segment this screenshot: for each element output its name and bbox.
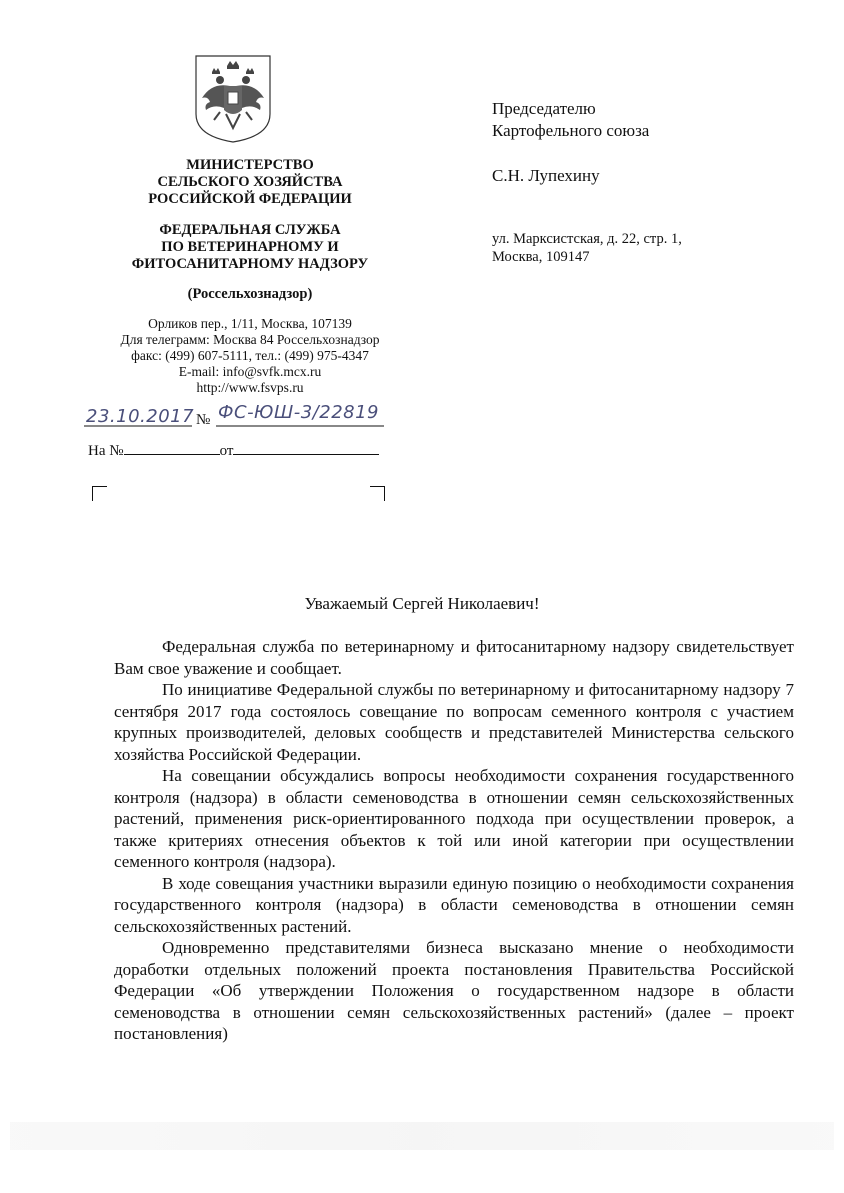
body-paragraph: На совещании обсуждались вопросы необходимости сохранения государственного контроля (надзора) в области семеноводства в отношении семян сельскохозяйственных растений, применения риск-ориентированного подхода при осуществлении проверок, а также критериях отнесения объектов к той или иной категории при осуществлении семенного контроля (надзора).	[114, 766, 794, 871]
registration-number: ФС-ЮШ-3/22819	[218, 402, 380, 423]
ministry-name	[80, 157, 420, 208]
address-window-corner-left	[92, 486, 107, 501]
body-paragraph: Федеральная служба по ветеринарному и фитосанитарному надзору свидетельствует Вам свое уважение и сообщает.	[114, 637, 794, 678]
salutation: Уважаемый Сергей Николаевич!	[304, 594, 540, 613]
ref-from-label: от	[219, 443, 234, 459]
service-line: ФЕДЕРАЛЬНАЯ СЛУЖБА	[159, 222, 341, 238]
service-line: ФИТОСАНИТАРНОМУ НАДЗОРУ	[131, 256, 369, 272]
ministry-line: МИНИСТЕРСТВО	[186, 157, 314, 173]
body-paragraph: В ходе совещания участники выразили единую позицию о необходимости сохранения государственного контроля (надзора) в области семеноводства в отношении семян сельскохозяйственных растений.	[114, 873, 794, 936]
service-short-name: (Россельхознадзор)	[187, 286, 313, 302]
addressee-title-line: Председателю	[492, 99, 596, 118]
contact-email: E-mail: info@svfk.mcx.ru	[178, 364, 322, 379]
contacts-block	[80, 316, 420, 396]
contact-telegram: Для телеграмм: Москва 84 Россельхознадзор	[120, 332, 380, 347]
addressee-name: С.Н. Лупехину	[492, 166, 600, 185]
addressee-address	[492, 230, 682, 266]
contact-website: http://www.fsvps.ru	[196, 380, 304, 395]
addressee-address-line: Москва, 109147	[492, 249, 590, 265]
addressee-title	[492, 98, 649, 142]
ref-number-blank	[124, 442, 220, 455]
letter-body	[114, 636, 794, 1045]
addressee-title-line: Картофельного союза	[492, 121, 650, 140]
contact-phones: факс: (499) 607-5111, тел.: (499) 975-4347	[131, 348, 369, 363]
address-window-corner-right	[370, 486, 385, 501]
ministry-line: СЕЛЬСКОГО ХОЗЯЙСТВА	[157, 174, 343, 190]
addressee-address-line: ул. Марксистская, д. 22, стр. 1,	[492, 231, 682, 247]
registration-number-label: №	[196, 412, 211, 428]
scan-artifact	[10, 1122, 834, 1150]
body-paragraph: По инициативе Федеральной службы по ветеринарному и фитосанитарному надзору 7 сентября 2017 года состоялось совещание по вопросам семенного контроля с участием крупных производителей, деловых сообществ и представителей Министерства сельского хозяйства Российской Федерации.	[114, 680, 794, 764]
service-name	[80, 222, 420, 273]
reference-line	[88, 442, 379, 460]
service-line: ПО ВЕТЕРИНАРНОМУ И	[161, 239, 339, 255]
ref-number-label: На №	[88, 443, 124, 459]
contact-address: Орликов пер., 1/11, Москва, 107139	[148, 316, 352, 331]
russian-coat-of-arms-icon	[190, 52, 276, 144]
body-paragraph: Одновременно представителями бизнеса высказано мнение о необходимости доработки отдельных положений проекта постановления Правительства Российской Федерации «Об утверждении Положения о государственном надзоре в области семеноводства в отношении семян сельскохозяйственных растений» (далее – проект постановления)	[114, 938, 794, 1043]
registration-line	[84, 400, 424, 436]
ministry-line: РОССИЙСКОЙ ФЕДЕРАЦИИ	[148, 191, 352, 207]
ref-date-blank	[233, 442, 379, 455]
registration-date: 23.10.2017	[86, 406, 195, 427]
